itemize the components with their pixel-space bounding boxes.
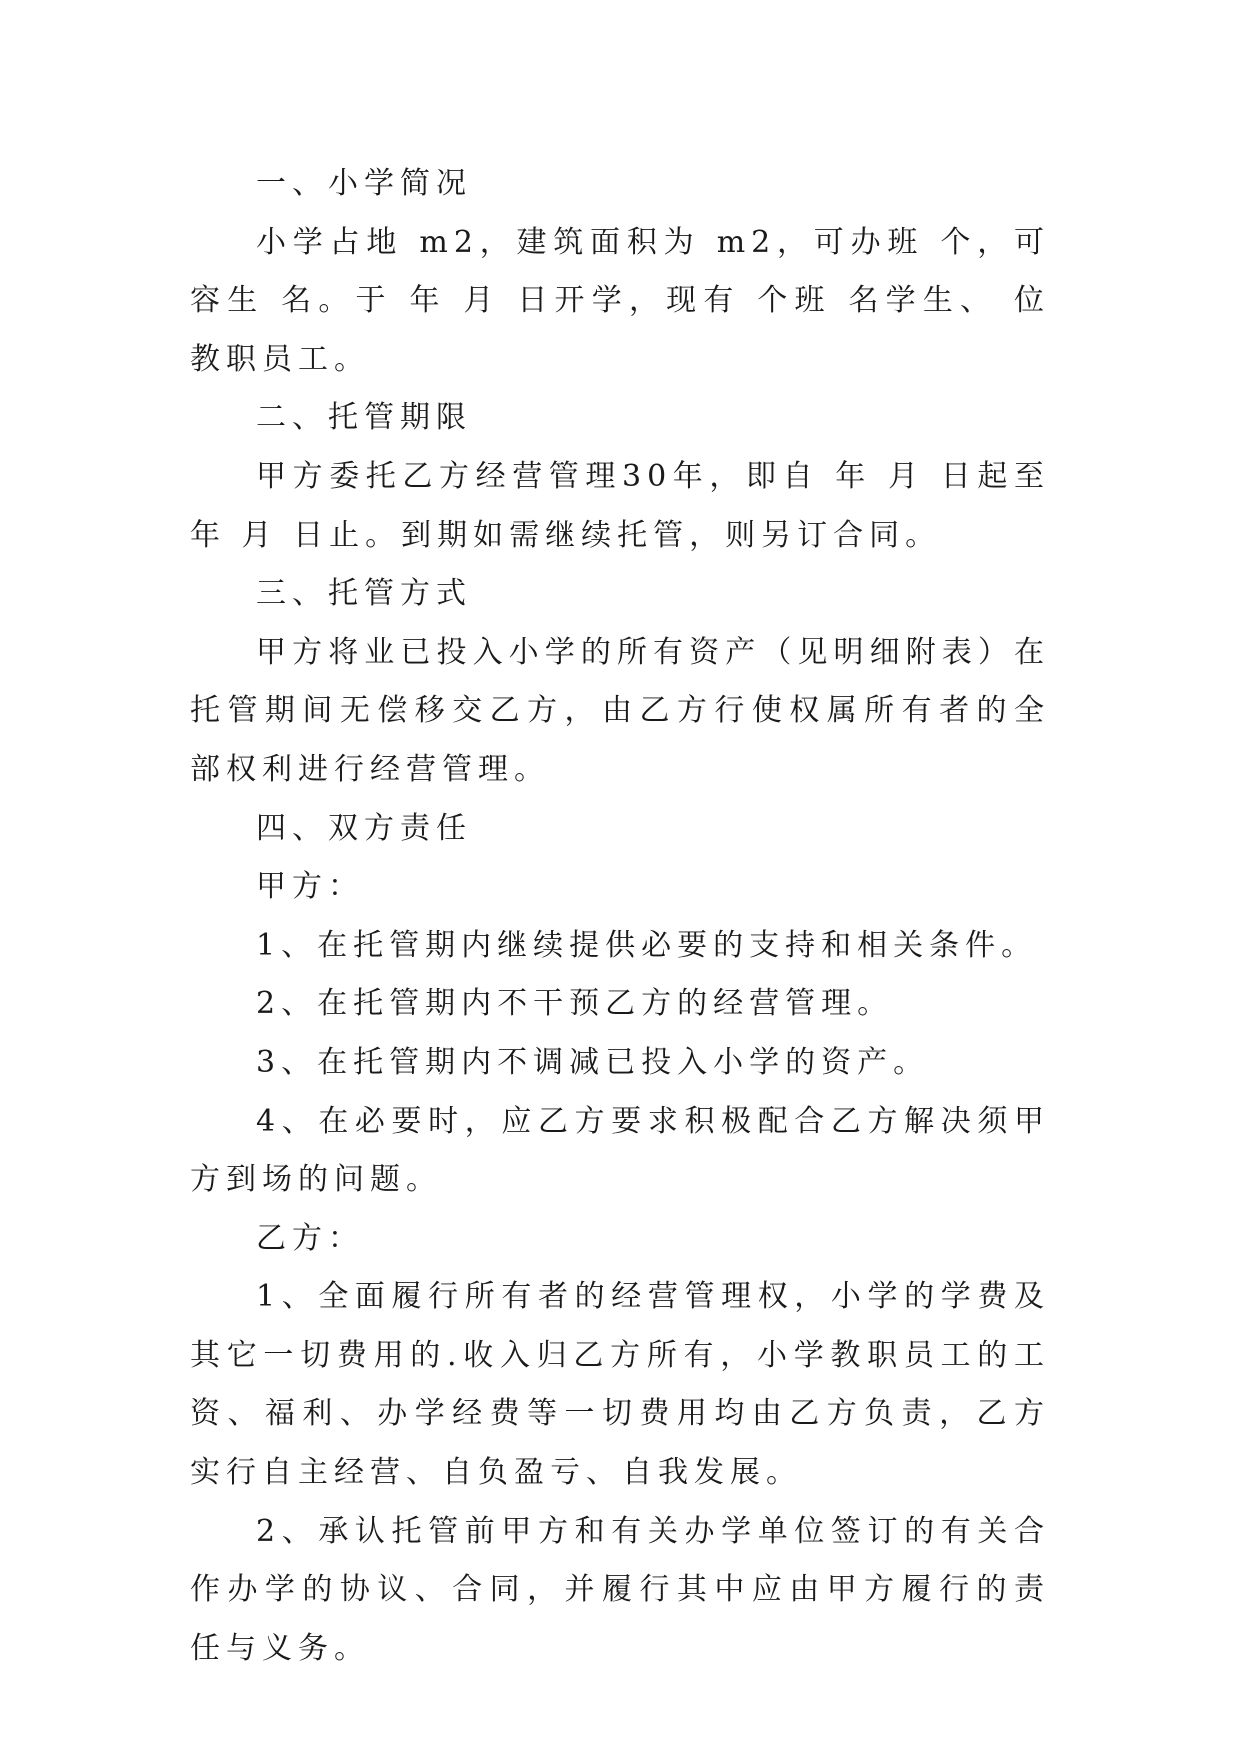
party-a-item: 1、在托管期内继续提供必要的支持和相关条件。 (256, 927, 1038, 963)
section-heading-overview: 一、小学简况 (256, 166, 472, 201)
party-b-label: 乙方： (256, 1220, 364, 1256)
paragraph-term: 甲方委托乙方经营管理30年，即自 年 月 日起至 年 月 日止。到期如需继续托管，则另订合同。 (190, 458, 1050, 553)
party-b-item: 1、全面履行所有者的经营管理权，小学的学费及其它一切费用的.收入归乙方所有，小学教职员工的工资、福利、办学经费等一切费用均由乙方负责，乙方实行自主经营、自负盈亏、自我发展。 (190, 1279, 1050, 1491)
section-heading-method: 三、托管方式 (256, 576, 472, 612)
document-body (190, 155, 1050, 1678)
party-a-label: 甲方： (256, 869, 364, 905)
paragraph-overview: 小学占地 m2，建筑面积为 m2，可办班 个，可容生 名。于 年 月 日开学，现有 个班 名学生、 位教职员工。 (190, 224, 1050, 377)
section-heading-responsibilities: 四、双方责任 (256, 810, 472, 846)
section-heading-term: 二、托管期限 (256, 400, 472, 436)
party-b-item: 2、承认托管前甲方和有关办学单位签订的有关合作办学的协议、合同，并履行其中应由甲方履行的责任与义务。 (190, 1513, 1050, 1666)
party-a-item: 2、在托管期内不干预乙方的经营管理。 (256, 986, 894, 1022)
party-a-item: 3、在托管期内不调减已投入小学的资产。 (256, 1044, 930, 1080)
party-a-item: 4、在必要时，应乙方要求积极配合乙方解决须甲方到场的问题。 (190, 1103, 1050, 1198)
paragraph-method: 甲方将业已投入小学的所有资产（见明细附表）在托管期间无偿移交乙方，由乙方行使权属所有者的全部权利进行经营管理。 (190, 634, 1050, 787)
